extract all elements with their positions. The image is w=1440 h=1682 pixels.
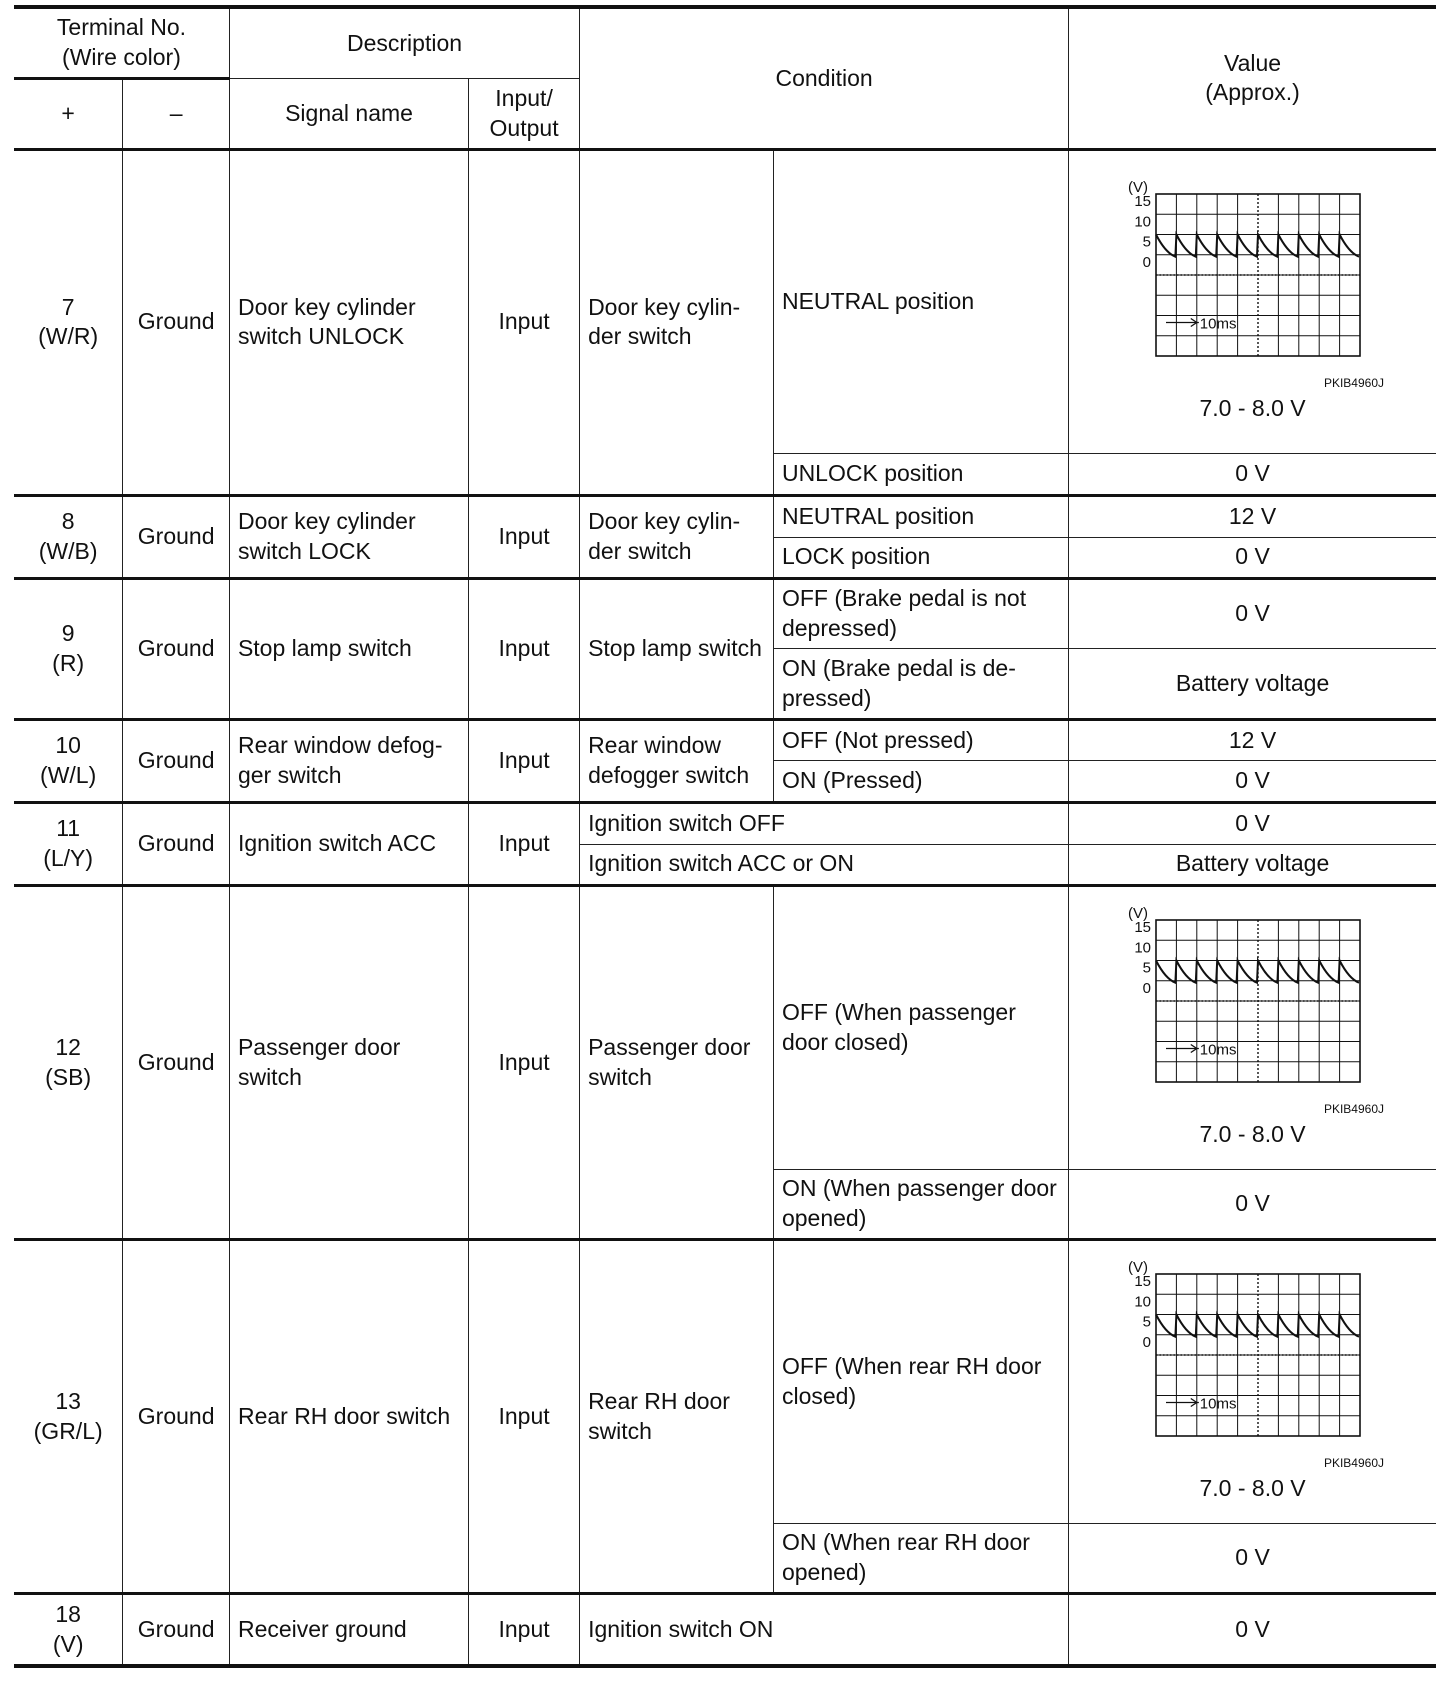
condition-cell: Passenger door switch xyxy=(580,886,774,1240)
waveform-value-cell xyxy=(1069,1240,1436,1524)
signal-name-header: Signal name xyxy=(229,79,468,149)
signal-name-cell: Door key cylinder switch LOCK xyxy=(229,495,468,578)
y-tick-label: 15 xyxy=(1133,919,1151,937)
description-header: Description xyxy=(229,7,579,79)
waveform-value-cell xyxy=(1069,149,1436,453)
value-cell: 0 V xyxy=(1069,579,1436,649)
condition-header: Condition xyxy=(580,7,1069,149)
signal-name-cell: Rear RH door switch xyxy=(229,1240,468,1594)
signal-name-cell: Ignition switch ACC xyxy=(229,803,468,886)
y-tick-label: 10 xyxy=(1133,939,1151,957)
waveform-value-cell xyxy=(1069,886,1436,1170)
state-cell: LOCK position xyxy=(773,537,1068,579)
signal-name-cell: Door key cylinder switch UNLOCK xyxy=(229,149,468,495)
value-cell: 12 V xyxy=(1069,719,1436,761)
state-cell: OFF (Not pressed) xyxy=(773,719,1068,761)
io-cell: Input xyxy=(469,1240,580,1594)
y-tick-label: 0 xyxy=(1142,253,1151,271)
waveform-graph xyxy=(1118,1260,1388,1472)
value-cell: 0 V xyxy=(1069,1169,1436,1239)
unit-label: (V) xyxy=(1127,906,1148,923)
state-cell: OFF (When passenger door closed) xyxy=(773,886,1068,1170)
minus-header: – xyxy=(123,79,230,149)
figure-code: PKIB4960J xyxy=(1323,376,1384,391)
ground-cell: Ground xyxy=(123,579,230,720)
io-cell: Input xyxy=(469,1594,580,1666)
terminal-cell: 11 (L/Y) xyxy=(14,803,123,886)
value-cell: 0 V xyxy=(1069,537,1436,579)
ground-cell: Ground xyxy=(123,719,230,802)
terminal-cell: 7 (W/R) xyxy=(14,149,123,495)
condition-cell: Ignition switch ACC or ON xyxy=(580,844,1069,886)
value-cell: Battery voltage xyxy=(1069,844,1436,886)
io-cell: Input xyxy=(469,803,580,886)
signal-name-cell: Receiver ground xyxy=(229,1594,468,1666)
condition-cell: Rear window defogger switch xyxy=(580,719,774,802)
y-tick-label: 15 xyxy=(1133,193,1151,211)
value-header: Value (Approx.) xyxy=(1069,7,1436,149)
value-text: 7.0 - 8.0 V xyxy=(1199,1121,1306,1148)
state-cell: ON (Brake pedal is de-pressed) xyxy=(773,649,1068,719)
state-cell: OFF (Brake pedal is not depressed) xyxy=(773,579,1068,649)
unit-label: (V) xyxy=(1127,1260,1148,1277)
y-tick-label: 5 xyxy=(1142,233,1151,251)
y-tick-label: 5 xyxy=(1142,959,1151,977)
ground-cell: Ground xyxy=(123,803,230,886)
state-cell: ON (When rear RH door opened) xyxy=(773,1523,1068,1593)
condition-cell: Door key cylin-der switch xyxy=(580,495,774,578)
input-output-header: Input/ Output xyxy=(469,79,580,149)
terminal-cell: 18 (V) xyxy=(14,1594,123,1666)
state-cell: ON (When passenger door opened) xyxy=(773,1169,1068,1239)
state-cell: OFF (When rear RH door closed) xyxy=(773,1240,1068,1524)
y-tick-label: 10 xyxy=(1133,213,1151,231)
waveform-trace xyxy=(1156,235,1359,257)
ground-cell: Ground xyxy=(123,886,230,1240)
time-label: 10ms xyxy=(1199,1395,1237,1413)
io-cell: Input xyxy=(469,149,580,495)
value-cell: Battery voltage xyxy=(1069,649,1436,719)
time-label: 10ms xyxy=(1199,1041,1237,1059)
ground-cell: Ground xyxy=(123,1594,230,1666)
value-text: 7.0 - 8.0 V xyxy=(1199,1475,1306,1502)
io-cell: Input xyxy=(469,579,580,720)
value-cell: 0 V xyxy=(1069,1523,1436,1593)
waveform-graph xyxy=(1118,906,1388,1118)
io-cell: Input xyxy=(469,886,580,1240)
plus-header: + xyxy=(14,79,123,149)
condition-cell: Ignition switch ON xyxy=(580,1594,1069,1666)
condition-cell: Ignition switch OFF xyxy=(580,803,1069,845)
state-cell: ON (Pressed) xyxy=(773,761,1068,803)
figure-code: PKIB4960J xyxy=(1323,1102,1384,1117)
signal-name-cell: Rear window defog-ger switch xyxy=(229,719,468,802)
condition-cell: Rear RH door switch xyxy=(580,1240,774,1594)
time-label: 10ms xyxy=(1199,315,1237,333)
state-cell: NEUTRAL position xyxy=(773,149,1068,453)
waveform-trace xyxy=(1156,961,1359,983)
terminal-cell: 8 (W/B) xyxy=(14,495,123,578)
y-tick-label: 0 xyxy=(1142,979,1151,997)
y-tick-label: 5 xyxy=(1142,1313,1151,1331)
value-cell: 0 V xyxy=(1069,761,1436,803)
io-cell: Input xyxy=(469,719,580,802)
terminal-spec-table xyxy=(14,5,1436,1668)
ground-cell: Ground xyxy=(123,1240,230,1594)
ground-cell: Ground xyxy=(123,495,230,578)
unit-label: (V) xyxy=(1127,180,1148,197)
value-cell: 0 V xyxy=(1069,803,1436,845)
io-cell: Input xyxy=(469,495,580,578)
state-cell: NEUTRAL position xyxy=(773,495,1068,537)
terminal-cell: 12 (SB) xyxy=(14,886,123,1240)
ground-cell: Ground xyxy=(123,149,230,495)
value-cell: 12 V xyxy=(1069,495,1436,537)
y-tick-label: 15 xyxy=(1133,1273,1151,1291)
figure-code: PKIB4960J xyxy=(1323,1456,1384,1471)
terminal-cell: 13 (GR/L) xyxy=(14,1240,123,1594)
terminal-cell: 10 (W/L) xyxy=(14,719,123,802)
waveform-trace xyxy=(1156,1315,1359,1337)
value-cell: 0 V xyxy=(1069,1594,1436,1666)
y-tick-label: 0 xyxy=(1142,1333,1151,1351)
signal-name-cell: Passenger door switch xyxy=(229,886,468,1240)
y-tick-label: 10 xyxy=(1133,1293,1151,1311)
signal-name-cell: Stop lamp switch xyxy=(229,579,468,720)
value-text: 7.0 - 8.0 V xyxy=(1199,395,1306,422)
terminal-cell: 9 (R) xyxy=(14,579,123,720)
terminal-no-header: Terminal No. (Wire color) xyxy=(14,7,229,79)
waveform-graph xyxy=(1118,180,1388,392)
condition-cell: Door key cylin-der switch xyxy=(580,149,774,495)
condition-cell: Stop lamp switch xyxy=(580,579,774,720)
value-cell: 0 V xyxy=(1069,454,1436,496)
state-cell: UNLOCK position xyxy=(773,454,1068,496)
